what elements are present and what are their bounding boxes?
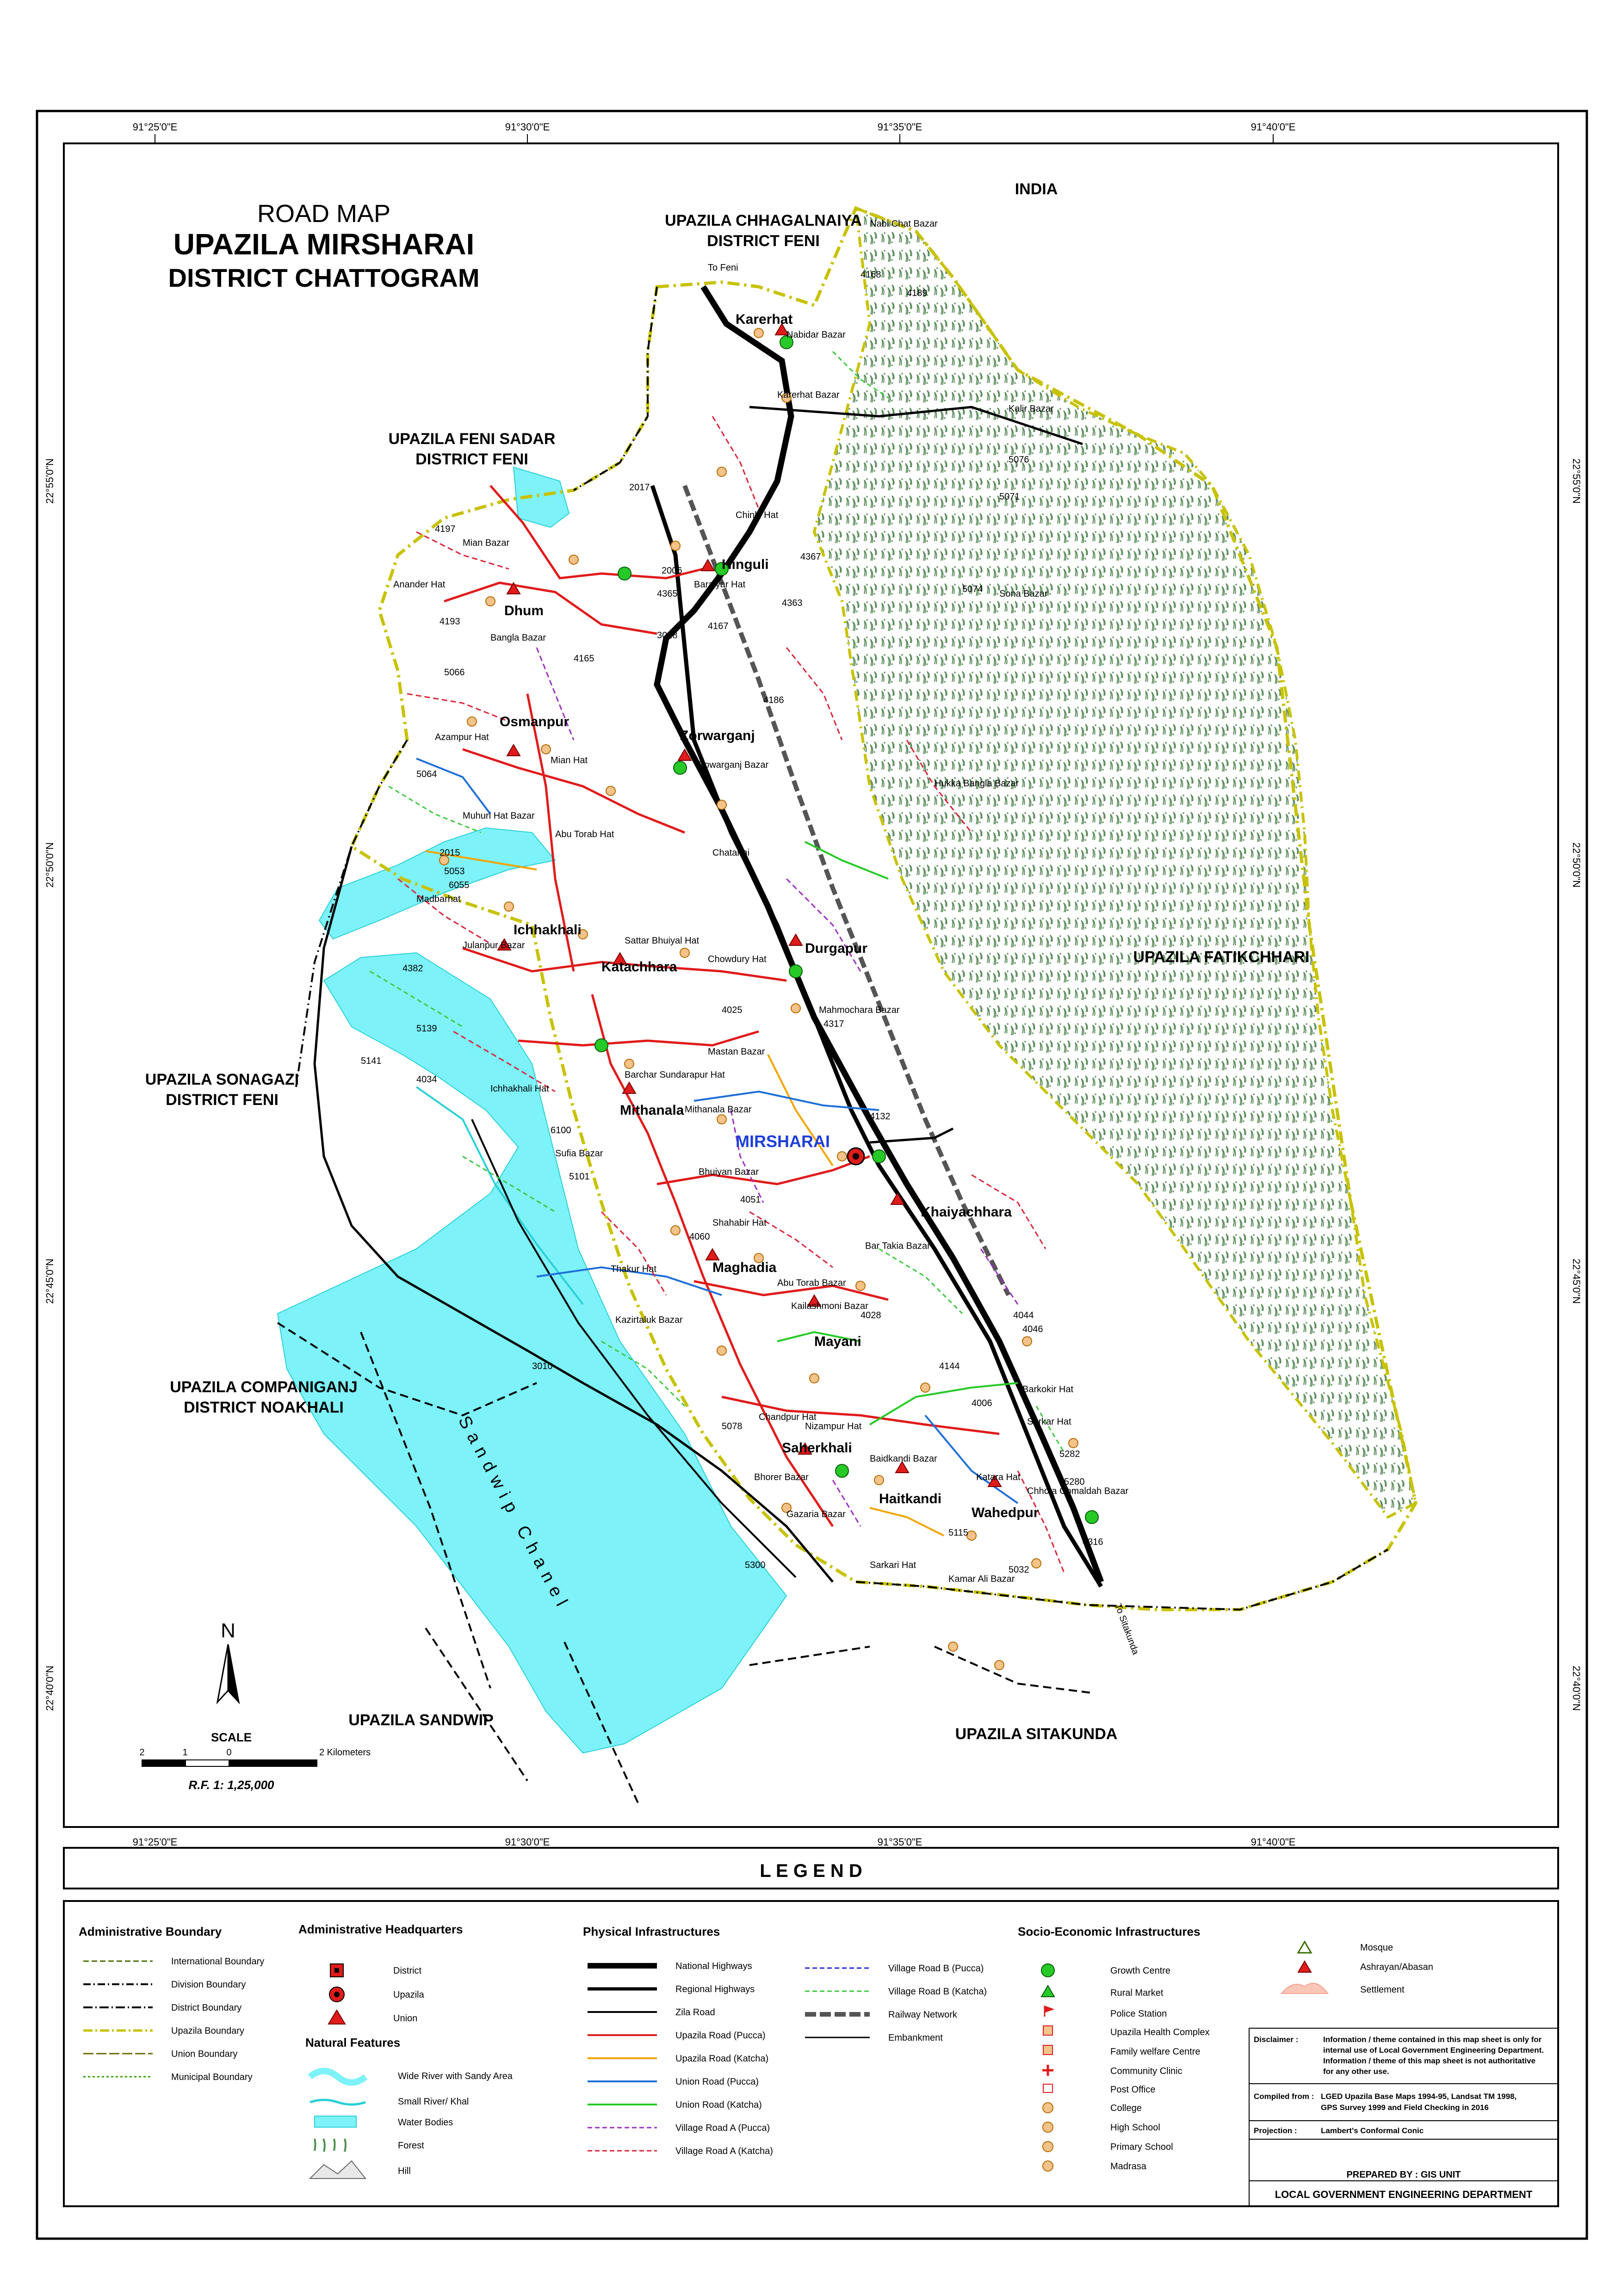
companiganj-label: DISTRICT NOAKHALI [184, 1399, 344, 1416]
map-label: Administrative Boundary [79, 1925, 222, 1938]
map-label: District Boundary [171, 2003, 242, 2013]
map-label: Sona Bazar [999, 589, 1048, 599]
title-line-1: ROAD MAP [257, 200, 391, 228]
map-label: Mithanala Bazar [685, 1105, 752, 1115]
map-label: Baidkandi Bazar [870, 1454, 937, 1464]
map-label: 5064 [416, 769, 437, 779]
map-label: Chowdury Hat [708, 954, 767, 964]
title-line-2: UPAZILA MIRSHARAI [173, 228, 475, 261]
union-label: Mithanala [620, 1103, 684, 1118]
union-label: Ichhakhali [514, 922, 582, 938]
map-label: 4025 [722, 1005, 743, 1015]
map-label: 4167 [708, 621, 729, 631]
map-label: Regional Highways [675, 1984, 755, 1994]
upazila-hq-label: MIRSHARAI [736, 1132, 830, 1151]
map-label: Village Road B (Katcha) [888, 1987, 987, 1997]
india-label: INDIA [1015, 180, 1058, 198]
map-label: Bar Takia Bazar [865, 1241, 930, 1251]
lon-label-bottom: 91°25'0"E [132, 1836, 178, 1848]
map-label: Shahabir Hat [712, 1218, 767, 1228]
map-label: Ashrayan/Abasan [1360, 1962, 1433, 1972]
map-label: Lambert's Conformal Conic [1321, 2126, 1424, 2135]
legend-admin-boundary [79, 1925, 264, 2082]
map-label: Mahmochara Bazar [819, 1005, 900, 1015]
map-label: Post Office [1110, 2085, 1156, 2095]
map-label: Chandpur Hat [759, 1412, 817, 1422]
lon-label-top: 91°40'0"E [1251, 121, 1296, 133]
legend-info-box [1249, 2028, 1558, 2206]
map-label: Kailashmoni Bazar [791, 1301, 868, 1311]
lon-label-top: 91°35'0"E [877, 121, 922, 133]
map-label: Hukka Bangla Bazar [935, 778, 1019, 789]
union-label: Osmanpur [500, 714, 570, 729]
union-label: Zorwarganj [680, 728, 755, 743]
map-label: Municipal Boundary [171, 2072, 253, 2082]
map-label: 2017 [629, 482, 650, 493]
map-label: 0 [226, 1747, 232, 1758]
feni-sadar-label: DISTRICT FENI [415, 451, 528, 468]
map-label: 4034 [416, 1074, 437, 1085]
department-name: LOCAL GOVERNMENT ENGINEERING DEPARTMENT [1275, 2189, 1533, 2200]
map-label: Growth Centre [1110, 1966, 1171, 1976]
map-label: 6055 [449, 880, 470, 890]
fatikchhari-label: UPAZILA FATIKCHHARI [1133, 948, 1310, 966]
map-label: Union [393, 2013, 418, 2024]
map-label: Bhuiyan Bazar [699, 1167, 759, 1177]
to-feni-label: To Feni [708, 263, 738, 273]
graticule [44, 121, 1582, 1848]
map-label: 2015 [440, 848, 460, 858]
north-label: N [221, 1619, 235, 1642]
lon-label-bottom: 91°40'0"E [1251, 1836, 1296, 1848]
map-label: Division Boundary [171, 1980, 246, 1990]
map-label: 4197 [435, 524, 456, 534]
map-label: 2 Kilometers [319, 1747, 371, 1758]
union-label: Dhum [504, 603, 544, 618]
map-label: Chatanni [712, 848, 750, 858]
lat-label-right: 22°40'0"N [1571, 1666, 1582, 1711]
union-label: Karerhat [736, 312, 793, 327]
scale-bar [139, 1730, 371, 1792]
sonagazi-label: DISTRICT FENI [166, 1091, 279, 1109]
map-label: Rural Market [1110, 1988, 1164, 1998]
map-label: Village Road A (Katcha) [675, 2146, 773, 2156]
map-label: 2006 [662, 566, 682, 576]
map-label: 5280 [1064, 1477, 1085, 1487]
sandwip-label: UPAZILA SANDWIP [348, 1711, 494, 1729]
map-label: 4316 [1083, 1537, 1103, 1547]
map-label: Muhuri Hat Bazar [463, 811, 535, 821]
map-label: Union Road (Katcha) [675, 2100, 762, 2110]
lat-label-right: 22°55'0"N [1571, 458, 1582, 504]
map-label: Karerhat Bazar [777, 390, 840, 400]
lat-label-left: 22°50'0"N [44, 842, 56, 888]
map-label: GPS Survey 1999 and Field Checking in 2016 [1321, 2103, 1489, 2112]
map-label: Village Road A (Pucca) [675, 2123, 770, 2133]
map-label: Ichhakhali Hat [490, 1084, 549, 1094]
chhagalnaiya-label: UPAZILA CHHAGALNAIYA [665, 212, 862, 229]
map-label: Railway Network [888, 2010, 957, 2020]
legend-physical [583, 1925, 987, 2156]
map-label: 5300 [745, 1560, 766, 1570]
map-label: Barchar Sundarapur Hat [625, 1070, 725, 1080]
rf-label: R.F. 1: 1,25,000 [188, 1778, 274, 1792]
map-label: 5071 [999, 492, 1020, 502]
map-label: 4363 [782, 598, 803, 608]
map-label: Kalir Bazar [1009, 404, 1054, 414]
map-label: 6100 [551, 1125, 571, 1136]
lon-label-bottom: 91°30'0"E [505, 1836, 550, 1848]
union-label: Wahedpur [972, 1505, 1039, 1520]
map-label: 5032 [1009, 1565, 1029, 1575]
map-label: Information / theme contained in this map sheet is only for [1323, 2035, 1542, 2044]
sitakunda-label: UPAZILA SITAKUNDA [955, 1725, 1118, 1743]
map-label: 5066 [444, 667, 465, 678]
map-label: Upazila Boundary [171, 2026, 244, 2036]
map-label: Sarkari Hat [870, 1560, 916, 1570]
map-label: Union Road (Pucca) [675, 2077, 759, 2087]
map-label: 4168 [861, 270, 881, 280]
union-label: Maghadia [712, 1260, 777, 1275]
map-label: 4144 [939, 1361, 960, 1371]
north-arrow [217, 1619, 239, 1702]
lat-label-right: 22°45'0"N [1571, 1259, 1582, 1304]
map-label: 4044 [1013, 1310, 1034, 1321]
map-label: Upazila [393, 1990, 424, 2000]
map-label: 5053 [444, 866, 465, 876]
map-label: High School [1110, 2123, 1160, 2133]
map-label: 3018 [657, 630, 678, 641]
lat-label-left: 22°40'0"N [44, 1666, 56, 1711]
map-label: Zila Road [675, 2007, 715, 2018]
map-label: Anander Hat [393, 580, 446, 590]
map-label: Abu Torab Hat [555, 829, 614, 839]
upazila-hq-marker [848, 1148, 864, 1165]
map-label: 5141 [361, 1056, 382, 1066]
map-label: Socio-Economic Infrastructures [1018, 1925, 1201, 1938]
map-label: 4060 [689, 1232, 710, 1242]
map-label: Natural Features [305, 2036, 401, 2049]
map-label: Village Road B (Pucca) [888, 1963, 984, 1974]
map-label: 5074 [962, 584, 983, 594]
map-label: Hill [398, 2166, 411, 2176]
lat-label-left: 22°45'0"N [44, 1259, 56, 1304]
map-label: 4367 [800, 552, 821, 562]
map-label: Administrative Headquarters [298, 1922, 463, 1936]
map-label: 5115 [948, 1528, 969, 1538]
map-label: Barkokir Hat [1022, 1384, 1074, 1395]
map-label: LGED Upazila Base Maps 1994-95, Landsat TM 1998, [1321, 2092, 1517, 2101]
companiganj-label: UPAZILA COMPANIGANJ [170, 1378, 358, 1396]
map-label: for any other use. [1323, 2067, 1389, 2076]
map-label: Nabidar Bazar [786, 330, 846, 340]
map-label: 3010 [532, 1361, 553, 1371]
map-label: 4186 [763, 695, 784, 705]
map-label: 2 [139, 1747, 145, 1758]
lon-label-top: 91°25'0"E [132, 121, 178, 133]
map-label: Information / theme of this map sheet is not authoritative [1323, 2056, 1536, 2065]
map-label: National Highways [675, 1961, 752, 1971]
map-label: Mian Hat [551, 755, 588, 765]
map-label: 4051 [740, 1195, 761, 1205]
forest-area [814, 208, 1416, 1517]
map-label: Chhota Comaldah Bazar [1027, 1486, 1129, 1496]
map-label: internal use of Local Government Engineering Department. [1323, 2046, 1544, 2055]
map-label: Mosque [1360, 1943, 1393, 1953]
feni-sadar-label: UPAZILA FENI SADAR [388, 430, 556, 448]
map-label: 4193 [440, 617, 460, 627]
map-label: 5101 [569, 1172, 590, 1182]
map-label: Wide River with Sandy Area [398, 2071, 513, 2081]
map-label: College [1110, 2103, 1142, 2113]
union-label: Saherkhali [782, 1440, 852, 1456]
map-label: Julanpur Bazar [463, 940, 525, 950]
prepared-by: PREPARED BY : GIS UNIT [1346, 2170, 1461, 2180]
map-label: 4006 [972, 1398, 992, 1408]
map-label: Madrasa [1110, 2161, 1146, 2172]
map-label: Abu Torab Bazar [777, 1278, 846, 1288]
map-label: Nizampur Hat [805, 1421, 862, 1432]
map-label: Mian Bazar [463, 538, 510, 548]
map-label: Police Station [1110, 2009, 1167, 2019]
map-label: Sattar Bhuiyal Hat [625, 936, 700, 946]
map-label: Zowarganj Bazar [699, 760, 769, 770]
projection-label: Projection : [1254, 2126, 1297, 2135]
channel-label: Sandwip Chanel [454, 1413, 575, 1615]
legend-heading: L E G E N D [760, 1861, 862, 1881]
map-label: 4165 [574, 654, 594, 664]
map-label: Upazila Road (Katcha) [675, 2054, 769, 2064]
map-label: 5076 [1009, 455, 1029, 465]
map-label: Forest [398, 2141, 424, 2151]
map-label: Sarkar Hat [1027, 1417, 1071, 1427]
lon-label-bottom: 91°35'0"E [877, 1836, 922, 1848]
map-label: District [393, 1966, 422, 1976]
map-label: Physical Infrastructures [583, 1925, 720, 1938]
legend-natural [305, 2036, 513, 2179]
map-label: Kazirtaluk Bazar [615, 1315, 683, 1325]
map-label: 1 [182, 1747, 188, 1758]
map-label: 5078 [722, 1421, 743, 1432]
map-label: 4317 [823, 1019, 844, 1029]
map-label: Chinki Hat [736, 510, 779, 520]
map-label: Upazila Health Complex [1110, 2027, 1210, 2037]
map-label: 4046 [1022, 1324, 1043, 1334]
map-label: 4189 [907, 288, 928, 298]
map-label: Bangla Bazar [490, 633, 546, 643]
map-label: Baraiyar Hat [694, 580, 746, 590]
map-label: Upazila Road (Pucca) [675, 2031, 766, 2041]
lat-label-left: 22°55'0"N [44, 458, 56, 504]
map-label: Small River/ Khal [398, 2097, 469, 2107]
map-label: Bhorer Bazar [754, 1472, 809, 1482]
map-label: Katara Hat [976, 1472, 1021, 1482]
map-label: Water Bodies [398, 2117, 453, 2128]
title-line-3: DISTRICT CHATTOGRAM [168, 263, 480, 292]
map-label: 4382 [402, 963, 423, 974]
map-label: Nabi Chat Bazar [870, 219, 938, 229]
map-label: Embankment [888, 2033, 943, 2043]
map-label: Madbarhat [416, 894, 461, 904]
union-label: Khaiyachhara [921, 1204, 1012, 1220]
map-label: Settlement [1360, 1985, 1405, 1995]
map-label: Thakur Hat [611, 1264, 656, 1274]
disclaimer-label: Disclaimer : [1254, 2035, 1299, 2044]
union-label: Durgapur [805, 941, 867, 956]
union-label: Haitkandi [879, 1491, 942, 1506]
map-label: Union Boundary [171, 2049, 238, 2059]
legend-admin-hq [298, 1922, 463, 2024]
to-sitakunda-label: To Sitakunda [1113, 1602, 1141, 1656]
map-label: 5282 [1059, 1449, 1080, 1459]
scale-heading: SCALE [210, 1730, 252, 1744]
map-label: Azampur Hat [435, 732, 489, 742]
map-label: Kamar Ali Bazar [948, 1574, 1015, 1584]
union-label: Mayani [814, 1334, 861, 1349]
map-label: 5139 [416, 1024, 437, 1034]
chhagalnaiya-label: DISTRICT FENI [707, 232, 820, 250]
union-label: Katachhara [601, 959, 677, 975]
map-label: Community Clinic [1110, 2066, 1182, 2076]
map-label: Gazaria Bazar [786, 1509, 846, 1519]
compiled-label: Compiled from : [1254, 2092, 1314, 2101]
map-label: Sufia Bazar [555, 1148, 603, 1159]
map-label: 4028 [861, 1310, 881, 1321]
union-label: Hinguli [722, 557, 769, 572]
sonagazi-label: UPAZILA SONAGAZI [145, 1071, 299, 1088]
map-label: 4132 [870, 1111, 891, 1122]
map-label: Family welfare Centre [1110, 2047, 1201, 2057]
map-title [168, 200, 480, 292]
map-label: 4365 [657, 589, 678, 599]
lat-label-right: 22°50'0"N [1571, 842, 1582, 888]
lon-label-top: 91°30'0"E [505, 121, 550, 133]
map-label: Primary School [1110, 2142, 1173, 2152]
map-label: Mastan Bazar [708, 1047, 765, 1057]
map-label: International Boundary [171, 1957, 265, 1967]
